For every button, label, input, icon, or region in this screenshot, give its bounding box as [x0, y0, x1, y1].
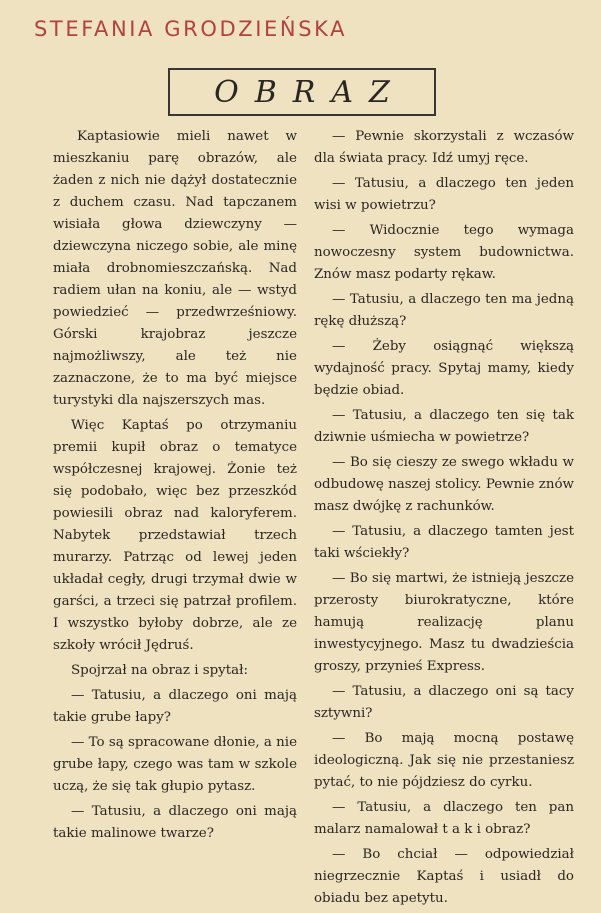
- dialogue-line: — Tatusiu, a dlaczego oni mają takie malinowe twarze?: [53, 804, 297, 841]
- dialogue-line: — Tatusiu, a dlaczego tamten jest taki wściekły?: [314, 524, 574, 561]
- dialogue-line: — Pewnie skorzystali z wczasów dla świata pracy. Idź umyj ręce.: [314, 129, 574, 166]
- dialogue-line: — Tatusiu, a dlaczego ten się tak dziwnie uśmiecha w powietrze?: [314, 408, 574, 445]
- author-name: STEFANIA GRODZIEŃSKA: [34, 17, 348, 41]
- dialogue-line: — Tatusiu, a dlaczego ten pan malarz namalował t a k i obraz?: [314, 800, 574, 837]
- dialogue-line: — Bo mają mocną postawę ideologiczną. Jak się nie przestaniesz pytać, to nie pójdziesz do cyrku.: [314, 731, 574, 790]
- dialogue-line: — Bo się martwi, że istnieją jeszcze przerosty biurokratyczne, które hamują realizację planu inwestycyjnego. Masz tu dwadzieścia groszy, przynieś Express.: [314, 571, 574, 674]
- dialogue-line: — Bo chciał — odpowiedział niegrzecznie Kaptaś i usiadł do obiadu bez apetytu.: [314, 847, 574, 906]
- paragraph: Więc Kaptaś po otrzymaniu premii kupił obraz o tematyce współczesnej krajowej. Żonie też się podobało, więc bez przeszkód powiesili obraz nad kaloryferem. Nabytek przedstawiał trzech murarzy. Patrząc od lewej jeden układał cegły, drugi trzymał dwie w garści, a trzeci się patrzał profilem. I wszystko byłoby dobrze, ale ze szkoły wrócił Jędruś.: [53, 418, 297, 653]
- article-title: OBRAZ: [214, 74, 406, 110]
- right-column: [314, 126, 574, 913]
- article-title-box: [168, 68, 436, 116]
- dialogue-line: — Tatusiu, a dlaczego ten ma jedną rękę dłuższą?: [314, 292, 574, 329]
- dialogue-line: — Widocznie tego wymaga nowoczesny system budownictwa. Znów masz podarty rękaw.: [314, 223, 574, 282]
- dialogue-line: — To są spracowane dłonie, a nie grube łapy, czego was tam w szkole uczą, że się tak głupio pytasz.: [53, 735, 297, 794]
- paragraph: Kaptasiowie mieli nawet w mieszkaniu parę obrazów, ale żaden z nich nie dążył dostatecznie z duchem czasu. Nad tapczanem wisiała głowa dziewczyny — dziewczyna niczego sobie, ale minę miała drobnomieszczańską. Nad radiem ułan na koniu, ale — wstyd powiedzieć — przedwrześniowy. Górski krajobraz jeszcze najmożliwszy, ale też nie zaznaczone, że to ma być miejsce turystyki dla najszerszych mas.: [53, 129, 297, 408]
- dialogue-line: — Tatusiu, a dlaczego oni są tacy sztywni?: [314, 684, 574, 721]
- dialogue-line: — Żeby osiągnąć większą wydajność pracy. Spytaj mamy, kiedy będzie obiad.: [314, 339, 574, 398]
- left-column: [53, 126, 297, 848]
- dialogue-line: — Tatusiu, a dlaczego ten jeden wisi w powietrzu?: [314, 176, 574, 213]
- paragraph: Spojrzał na obraz i spytał:: [71, 663, 248, 678]
- dialogue-line: — Tatusiu, a dlaczego oni mają takie grube łapy?: [53, 688, 297, 725]
- dialogue-line: — Bo się cieszy ze swego wkładu w odbudowę naszej stolicy. Pewnie znów masz dwójkę z rachunków.: [314, 455, 574, 514]
